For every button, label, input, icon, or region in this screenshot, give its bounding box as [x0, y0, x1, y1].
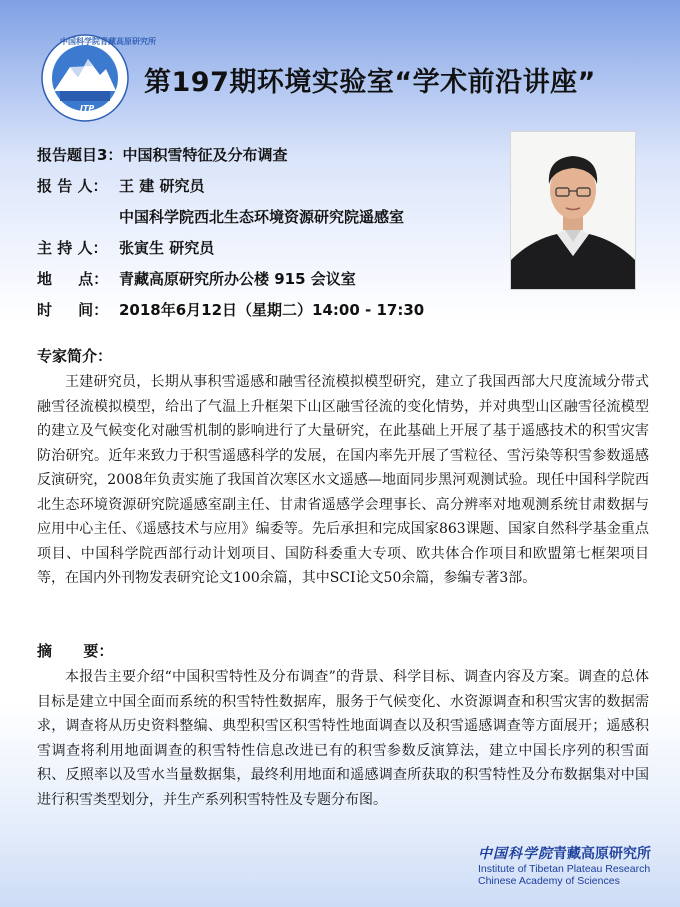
- bio-text: 王建研究员，长期从事积雪遥感和融雪径流模拟模型研究，建立了我国西部大尺度流域分带式融雪径流模拟模型，给出了气温上升框架下山区融雪径流的变化情势，并对典型山区融雪径流模型的建立及气候变化对融雪机制的影响进行了大量研究，在此基础上开展了基于遥感技术的积雪灾害防治研究。近年来致力于积雪遥感科学的发展，在国内率先开展了雪粒径、雪污染等积雪参数遥感反演研究，2008年负责实施了我国首次寒区水文遥感—地面同步黑河观测试验。现任中国科学院西北生态环境资源研究院遥感室副主任、甘肃省遥感学会理事长、高分辨率对地观测系统甘肃数据与应用中心主任、《遥感技术与应用》编委等。先后承担和完成国家863课题、国家自然科学基金重点项目、中国科学院西部行动计划项目、国防科委重大专项、欧共体合作项目和欧盟第七框架项目等，在国内外刊物发表研究论文100余篇，其中SCI论文50余篇，参编专著3部。: [37, 374, 649, 586]
- logo-text: 中国科学院青藏高原研究所: [60, 37, 156, 46]
- time-value: 2018年6月12日（星期二）14:00 - 17:30: [119, 301, 425, 319]
- bio-section: [37, 370, 649, 591]
- speaker-row: [37, 171, 424, 202]
- footer-cn-name: 青藏高原研究所: [553, 846, 651, 862]
- time-label: 时 间：: [37, 301, 109, 319]
- footer-en-line2: Chinese Academy of Sciences: [478, 875, 620, 887]
- topic-label: 报告题目3：: [37, 146, 123, 164]
- logo-abbr: ITP: [80, 104, 95, 113]
- location-label: 地 点：: [37, 270, 109, 288]
- affiliation-row: [37, 202, 424, 233]
- topic-row: [37, 140, 424, 171]
- host-label: 主 持 人：: [37, 239, 108, 257]
- bio-heading: 专家简介：: [37, 347, 113, 365]
- abstract-section: [37, 665, 649, 812]
- speaker-label: 报 告 人：: [37, 177, 108, 195]
- institute-logo: [40, 33, 156, 123]
- location-row: [37, 264, 424, 295]
- abstract-heading: 摘 要：: [37, 642, 114, 660]
- footer-cn-script: 中国科学院: [478, 846, 553, 862]
- page-title: 第197期环境实验室“学术前沿讲座”: [144, 67, 596, 98]
- lecture-info: [37, 140, 424, 326]
- topic-value: 中国积雪特征及分布调查: [122, 146, 288, 164]
- footer-en-line1: Institute of Tibetan Plateau Research: [478, 863, 651, 875]
- location-value: 青藏高原研究所办公楼 915 会议室: [119, 270, 356, 288]
- footer-logo: [478, 843, 668, 887]
- speaker-value: 王 建 研究员: [119, 177, 205, 195]
- host-value: 张寅生 研究员: [119, 239, 215, 257]
- time-row: [37, 295, 424, 326]
- speaker-affiliation: 中国科学院西北生态环境资源研究院遥感室: [119, 208, 405, 226]
- host-row: [37, 233, 424, 264]
- abstract-text: 本报告主要介绍“中国积雪特性及分布调查”的背景、科学目标、调查内容及方案。调查的总体目标是建立中国全面而系统的积雪特性数据库，服务于气候变化、水资源调查和积雪灾害的数据需求，调查将从历史资料整编、典型积雪区积雪特性地面调查以及积雪遥感调查等方面展开；遥感积雪调查将利用地面调查的积雪特性信息改进已有的积雪参数反演算法，建立中国长序列的积雪面积、反照率以及雪水当量数据集，最终利用地面和遥感调查所获取的积雪特性及分布数据集对中国进行积雪类型划分，并生产系列积雪特性及专题分布图。: [37, 669, 649, 808]
- speaker-photo: [510, 131, 636, 290]
